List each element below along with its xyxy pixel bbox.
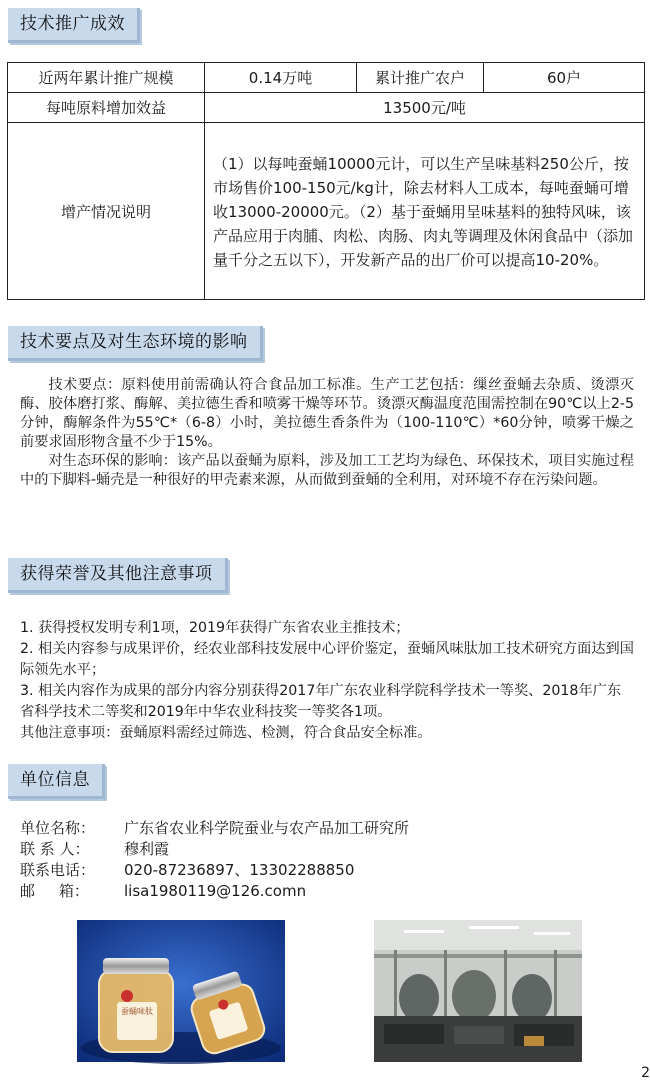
list-item: 1. 获得授权发明专利1项，2019年获得广东省农业主推技术； xyxy=(20,620,410,636)
list-item: 3. 相关内容作为成果的部分内容分别获得2017年广东农业科学院科学技术一等奖、2018年广东省科学技术二等奖和2019年中华农业科技奖一等奖各1项。 xyxy=(20,683,622,720)
jar-label: 蚕蛹味肽 xyxy=(121,1007,153,1016)
scale-label: 近两年累计推广规模 xyxy=(8,63,205,93)
key-points-text xyxy=(20,376,634,490)
factory-photo xyxy=(374,920,582,1062)
farmers-value: 60户 xyxy=(484,63,645,93)
list-item: 其他注意事项：蚕蛹原料需经过筛选、检测，符合食品安全标准。 xyxy=(20,725,432,741)
email-label: 邮 箱： xyxy=(20,882,89,900)
contact-label: 联 系 人： xyxy=(20,840,90,858)
unit-info xyxy=(20,818,409,902)
product-photo xyxy=(77,920,285,1062)
product-jars-image xyxy=(77,920,285,1062)
unit-name-label: 单位名称： xyxy=(20,819,96,837)
phone-value: 020-87236897、13302288850 xyxy=(124,861,355,879)
contact-row xyxy=(20,839,409,860)
benefit-label: 每吨原料增加效益 xyxy=(8,93,205,123)
section-title-honors: 获得荣誉及其他注意事项 xyxy=(8,558,228,593)
email-row xyxy=(20,881,409,902)
contact-value: 穆利霞 xyxy=(124,840,170,858)
desc-text: （1）以每吨蚕蛹10000元计，可以生产呈味基料250公斤，按市场售价100-150元/kg计，除去材料人工成本，每吨蚕蛹可增收13000-20000元。（2）基于蚕蛹用呈味基料的独特风味，该产品应用于肉脯、肉松、肉肠、肉丸等调理及休闲食品中（添加量千分之五以下），开发新产品的出厂价可以提高10-20%。 xyxy=(205,123,645,300)
desc-label: 增产情况说明 xyxy=(8,123,205,300)
list-item: 2. 相关内容参与成果评价，经农业部科技发展中心评价鉴定，蚕蛹风味肽加工技术研究方面达到国际领先水平； xyxy=(20,641,634,678)
phone-row xyxy=(20,860,409,881)
table-row xyxy=(8,93,645,123)
unit-name-row xyxy=(20,818,409,839)
benefit-value: 13500元/吨 xyxy=(205,93,645,123)
table-row xyxy=(8,123,645,300)
page-number: 2 xyxy=(641,1065,650,1081)
section-title-unit: 单位信息 xyxy=(8,764,105,799)
section-title-key-points: 技术要点及对生态环境的影响 xyxy=(8,326,263,361)
unit-name-value: 广东省农业科学院蚕业与农产品加工研究所 xyxy=(124,819,410,837)
honors-list xyxy=(20,618,634,744)
eco-impact-paragraph: 对生态环保的影响：该产品以蚕蛹为原料，涉及加工工艺均为绿色、环保技术，项目实施过程中的下脚料-蛹壳是一种很好的甲壳素来源，从而做到蚕蛹的全利用，对环境不存在污染问题。 xyxy=(20,453,634,488)
promotion-table xyxy=(7,62,645,300)
factory-image xyxy=(374,920,582,1062)
farmers-label: 累计推广农户 xyxy=(357,63,484,93)
key-points-paragraph: 技术要点：原料使用前需确认符合食品加工标准。生产工艺包括：缫丝蚕蛹去杂质、烫漂灭酶、胶体磨打浆、酶解、美拉德生香和喷雾干燥等环节。烫漂灭酶温度范围需控制在90℃以上2-5分钟，酶解条件为55℃*（6-8）小时，美拉德生香条件为（100-110℃）*60分钟，喷雾干燥之前要求固形物含量不少于15%。 xyxy=(20,377,634,450)
phone-label: 联系电话： xyxy=(20,861,96,879)
scale-value: 0.14万吨 xyxy=(205,63,357,93)
section-title-effect: 技术推广成效 xyxy=(8,8,140,43)
email-value: lisa1980119@126.comn xyxy=(124,882,307,900)
table-row xyxy=(8,63,645,93)
